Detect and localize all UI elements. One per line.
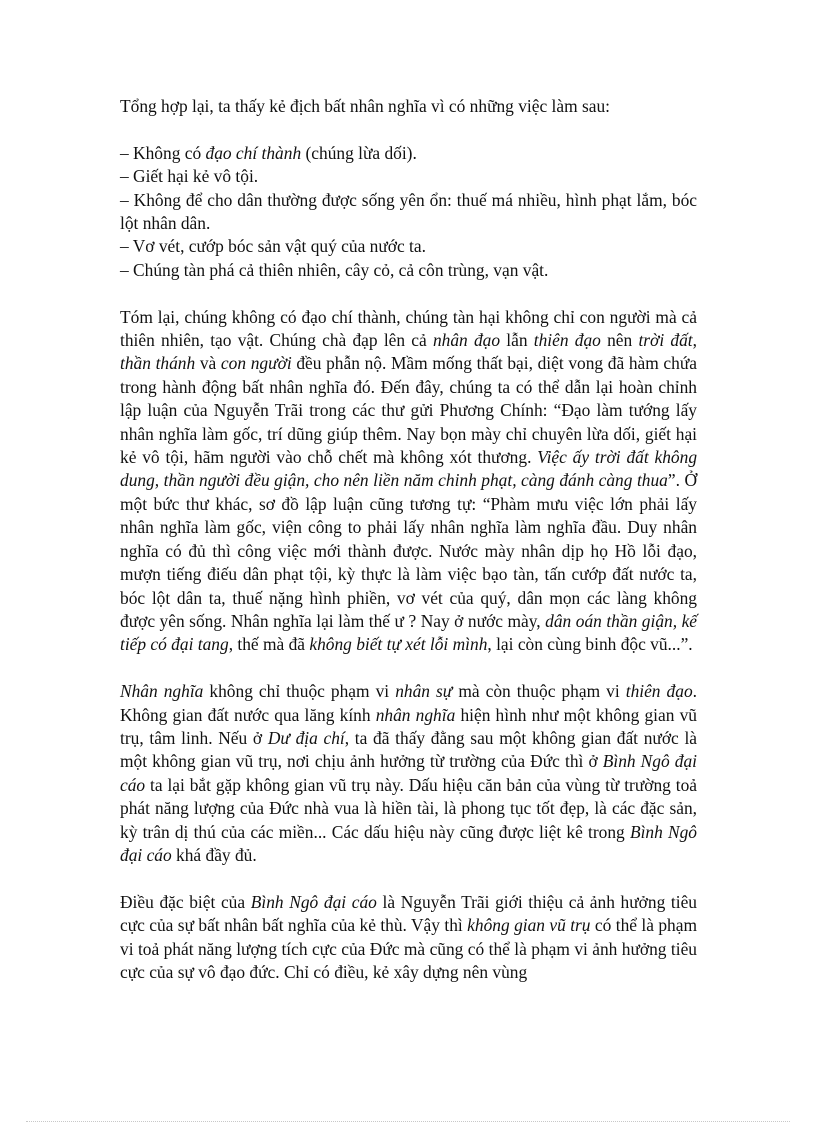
italic-text: Dư địa chí xyxy=(267,727,345,748)
paragraph-negative-influence: Điều đặc biệt của Bình Ngô đại cáo là Nguyễn Trãi giới thiệu cả ảnh hưởng tiêu cực của sự bất nhân bất nghĩa của kẻ thù. Vậy thì không gian vũ trụ có thể là phạm vi toả phát năng lượng tích cực của Đức mà cũng có thể là phạm vi ảnh hưởng tiêu cực của sự vô đạo đức. Chỉ có điều, kẻ xây dựng nên vùng xyxy=(120,891,697,982)
list-item: – Chúng tàn phá cả thiên nhiên, cây cỏ, cả côn trùng, vạn vật. xyxy=(120,259,549,280)
misdeeds-list xyxy=(120,142,697,282)
page-bottom-divider xyxy=(26,1121,790,1122)
italic-text: Bình Ngô đại cáo xyxy=(120,821,697,865)
italic-text: không gian vũ trụ xyxy=(467,915,591,936)
italic-text: Bình Ngô đại cáo xyxy=(250,891,377,912)
italic-text: dân oán thần giận, kế tiếp có đại tang xyxy=(120,610,698,655)
italic-text: nhân sự xyxy=(395,681,453,702)
document-page xyxy=(120,95,697,984)
italic-text: trời đất xyxy=(638,330,693,351)
paragraph-conclusion: Tóm lại, chúng không có đạo chí thành, chúng tàn hại không chỉ con người mà cả thiên nhiên, tạo vật. Chúng chà đạp lên cả nhân đạo lẫn thiên đạo nên trời đất, thần thánh và con người đều phẫn nộ. Mầm mống thất bại, diệt vong đã hàm chứa trong hành động bất nhân nghĩa đó. Đến đây, chúng ta có thể dẫn lại hoàn chỉnh lập luận của Nguyễn Trãi trong các thư gửi Phương Chính: “Đạo làm tướng lấy nhân nghĩa làm gốc, trí dũng giúp thêm. Nay bọn mày chỉ chuyên lừa dối, giết hại kẻ vô tội, hãm người vào chỗ chết mà không xót thương. Việc ấy trời đất không dung, thần người đều giận, cho nên liền năm chinh phạt, càng đánh càng thua”. Ở một bức thư khác, sơ đồ lập luận cũng tương tự: “Phàm mưu việc lớn phải lấy nhân nghĩa làm gốc, viện công to phải lấy nhân nghĩa làm nghĩa đầu. Duy nhân nghĩa có đủ thì công việc mới thành được. Nước mày nhân dịp họ Hồ lỗi đạo, mượn tiếng điếu dân phạt tội, kỳ thực là làm việc bạo tàn, tấn cướp đất nước ta, bóc lột dân ta, thuế nặng hình phiền, vơ vét của quý, dân mọn các làng không được yên sống. Nhân nghĩa lại làm thế ư ? Nay ở nước mày, dân oán thần giận, kế tiếp có đại tang, thế mà đã không biết tự xét lỗi mình, lại còn cùng binh độc vũ...”. xyxy=(120,306,698,655)
italic-text: Bình Ngô đại cáo xyxy=(120,751,697,795)
italic-text: thiên đạo xyxy=(533,330,601,351)
italic-text: nhân đạo xyxy=(432,330,501,351)
intro-sentence: Tổng hợp lại, ta thấy kẻ địch bất nhân nghĩa vì có những việc làm sau: xyxy=(120,96,610,116)
italic-text: Việc ấy trời đất không dung, thần người đều giận, cho nên liền năm chinh phạt, càng đánh càng thua xyxy=(120,447,698,491)
paragraph-nhan-nghia-space: Nhân nghĩa không chỉ thuộc phạm vi nhân sự mà còn thuộc phạm vi thiên đạo. Không gian đất nước qua lăng kính nhân nghĩa hiện hình như một không gian vũ trụ, tâm linh. Nếu ở Dư địa chí, ta đã thấy đằng sau một không gian đất nước là một không gian vũ trụ, nơi chịu ảnh hưởng từ trường của Đức thì ở Bình Ngô đại cáo ta lại bắt gặp không gian vũ trụ này. Dấu hiệu căn bản của vùng từ trường toả phát năng lượng của Đức nhà vua là hiền tài, là phong tục tốt đẹp, là các đặc sản, kỳ trân dị thú của các miền... Các dấu hiệu này cũng được liệt kê trong Bình Ngô đại cáo khá đầy đủ. xyxy=(120,681,698,865)
italic-text: thiên đạo xyxy=(625,681,693,702)
list-item: – Vơ vét, cướp bóc sản vật quý của nước ta. xyxy=(120,236,426,257)
list-item: – Không có đạo chí thành (chúng lừa dối). xyxy=(120,142,417,163)
italic-text: đạo chí thành xyxy=(205,142,302,163)
italic-text: nhân nghĩa xyxy=(375,704,456,725)
list-item: – Không để cho dân thường được sống yên ổn: thuế má nhiều, hình phạt lắm, bóc lột nhân dân. xyxy=(120,189,697,234)
list-item: – Giết hại kẻ vô tội. xyxy=(120,166,259,187)
italic-text: không biết tự xét lỗi mình xyxy=(309,634,488,655)
italic-text: thần thánh xyxy=(120,353,196,374)
italic-text: Nhân nghĩa xyxy=(120,681,204,702)
italic-text: con người xyxy=(220,353,292,374)
